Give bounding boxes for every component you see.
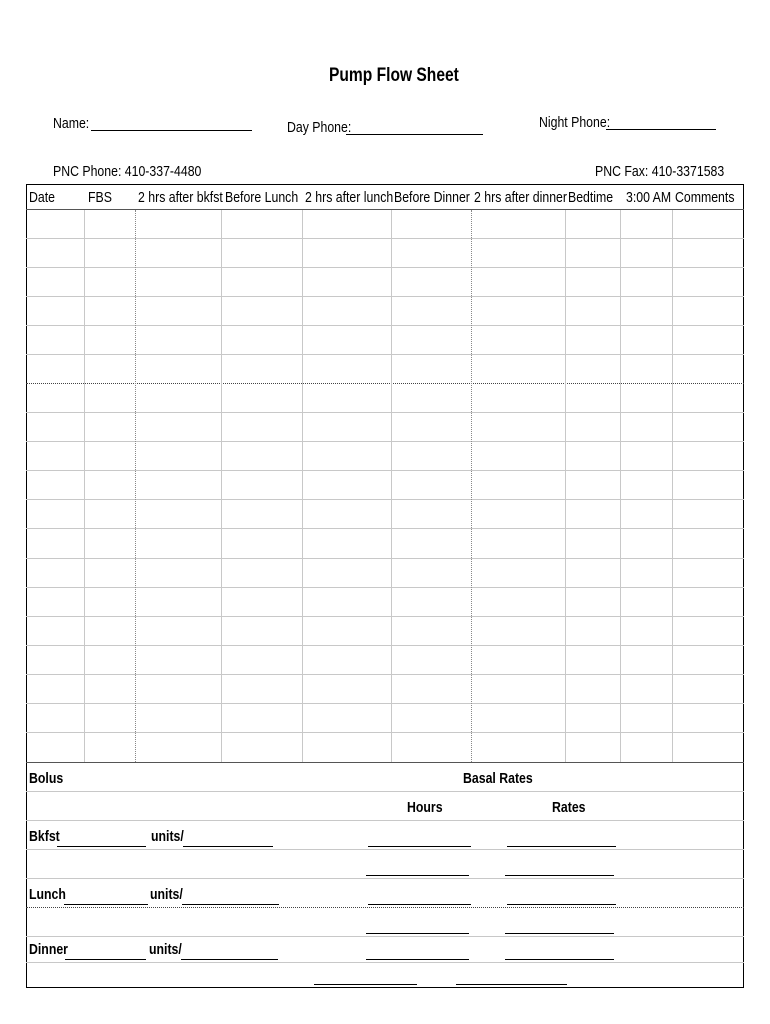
- column-line: [302, 210, 303, 762]
- column-line: [84, 210, 85, 762]
- row-line: [26, 325, 744, 326]
- column-line: [135, 210, 136, 762]
- column-line: [565, 210, 566, 762]
- name-label: Name:: [53, 115, 90, 132]
- basal-hours-field[interactable]: [314, 984, 417, 985]
- pnc-fax: PNC Fax: 410-3371583: [595, 163, 725, 180]
- section-line: [26, 907, 744, 908]
- section-line: [26, 878, 744, 879]
- day-phone-label: Day Phone:: [287, 119, 352, 136]
- basal-rates-field[interactable]: [505, 959, 614, 960]
- column-line: [620, 210, 621, 762]
- row-line: [26, 238, 744, 239]
- night-phone-field[interactable]: [606, 129, 716, 130]
- row-line: [26, 412, 744, 413]
- bolus-heading: Bolus: [29, 770, 64, 787]
- dinner-bolus-field[interactable]: [65, 959, 146, 960]
- day-phone-field[interactable]: [346, 134, 483, 135]
- col-header-fbs: FBS: [88, 189, 112, 206]
- column-line: [391, 210, 392, 762]
- row-line: [26, 354, 744, 355]
- dinner-units-field[interactable]: [181, 959, 278, 960]
- bkfst-label: Bkfst: [29, 828, 60, 845]
- page-title: Pump Flow Sheet: [329, 65, 459, 86]
- col-header-bedtime: Bedtime: [568, 189, 614, 206]
- basal-rates-field[interactable]: [505, 875, 614, 876]
- section-line: [26, 820, 744, 821]
- col-header-date: Date: [29, 189, 55, 206]
- row-line: [26, 558, 744, 559]
- row-line: [26, 441, 744, 442]
- col-header-before-dinner: Before Dinner: [394, 189, 470, 206]
- basal-hours-field[interactable]: [366, 875, 469, 876]
- row-line: [26, 732, 744, 733]
- row-line: [26, 383, 744, 384]
- pnc-phone: PNC Phone: 410-337-4480: [53, 163, 202, 180]
- bkfst-bolus-field[interactable]: [57, 846, 146, 847]
- bkfst-units-label: units/: [151, 828, 184, 845]
- lunch-units-label: units/: [150, 886, 183, 903]
- basal-rates-field[interactable]: [507, 846, 616, 847]
- basal-hours-field[interactable]: [368, 904, 471, 905]
- row-line: [26, 674, 744, 675]
- section-line: [26, 936, 744, 937]
- row-line: [26, 587, 744, 588]
- header-divider: [26, 209, 744, 210]
- basal-hours-field[interactable]: [366, 959, 469, 960]
- section-line: [26, 849, 744, 850]
- section-line: [26, 962, 744, 963]
- basal-hours-field[interactable]: [368, 846, 471, 847]
- column-line: [221, 210, 222, 762]
- dinner-label: Dinner: [29, 941, 68, 958]
- name-field[interactable]: [91, 130, 252, 131]
- row-line: [26, 267, 744, 268]
- row-line: [26, 616, 744, 617]
- column-line: [672, 210, 673, 762]
- row-line: [26, 470, 744, 471]
- lunch-label: Lunch: [29, 886, 66, 903]
- row-line: [26, 499, 744, 500]
- basal-rates-field[interactable]: [456, 984, 567, 985]
- col-header-before-lunch: Before Lunch: [225, 189, 299, 206]
- basal-hours-field[interactable]: [366, 933, 469, 934]
- col-header-2hrs-after-lunch: 2 hrs after lunch: [305, 189, 394, 206]
- table-bottom-divider: [26, 762, 744, 763]
- section-line: [26, 791, 744, 792]
- lunch-units-field[interactable]: [182, 904, 279, 905]
- col-header-2hrs-after-bkfst: 2 hrs after bkfst: [138, 189, 223, 206]
- basal-rates-field[interactable]: [505, 933, 614, 934]
- dinner-units-label: units/: [149, 941, 182, 958]
- col-header-3am: 3:00 AM: [626, 189, 672, 206]
- column-line: [471, 210, 472, 762]
- row-line: [26, 703, 744, 704]
- lunch-bolus-field[interactable]: [64, 904, 148, 905]
- bkfst-units-field[interactable]: [183, 846, 273, 847]
- col-header-2hrs-after-dinner: 2 hrs after dinner: [474, 189, 567, 206]
- night-phone-label: Night Phone:: [539, 114, 611, 131]
- rates-heading: Rates: [552, 799, 586, 816]
- row-line: [26, 528, 744, 529]
- row-line: [26, 645, 744, 646]
- row-line: [26, 296, 744, 297]
- flow-sheet-table: [26, 184, 744, 988]
- basal-rates-field[interactable]: [507, 904, 616, 905]
- basal-rates-heading: Basal Rates: [463, 770, 533, 787]
- col-header-comments: Comments: [675, 189, 735, 206]
- hours-heading: Hours: [407, 799, 443, 816]
